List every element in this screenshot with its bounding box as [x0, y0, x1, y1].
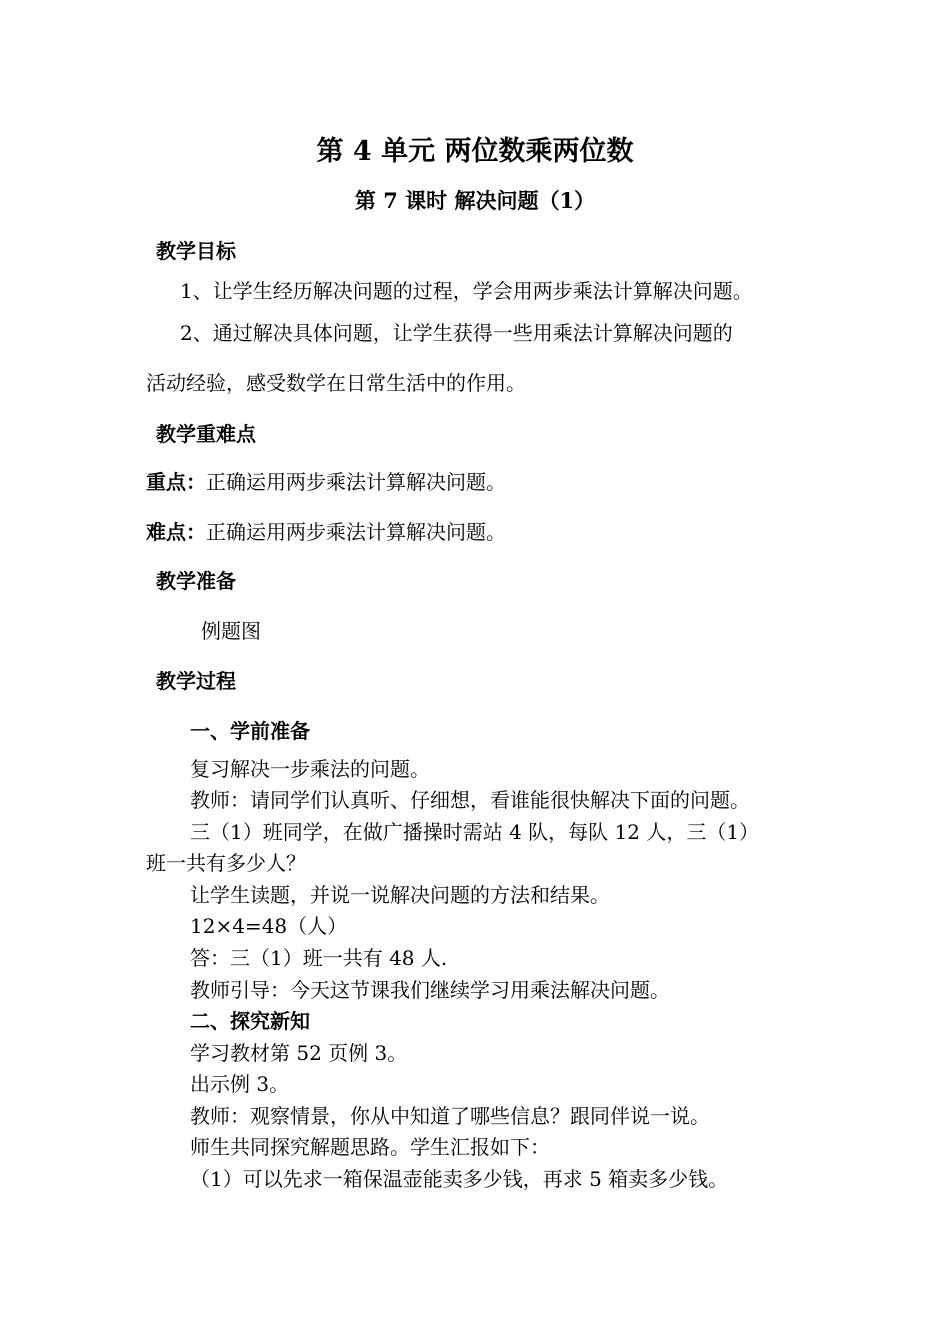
section-1-line: 班一共有多少人？: [146, 851, 306, 875]
hard-point-label: 难点：: [146, 520, 206, 544]
section-2-line: 出示例 3。: [190, 1072, 290, 1096]
lesson-subtitle: 第 7 课时 解决问题（1）: [354, 188, 596, 213]
hard-point-text: 正确运用两步乘法计算解决问题。: [206, 520, 506, 544]
goal-item-2-line-1: 2、通过解决具体问题，让学生获得一些用乘法计算解决问题的: [180, 321, 733, 345]
section-2-heading: 二、探究新知: [190, 1009, 310, 1033]
section-2-line: 师生共同探究解题思路。学生汇报如下：: [190, 1135, 550, 1159]
goal-item-2-line-2: 活动经验，感受数学在日常生活中的作用。: [146, 371, 526, 395]
section-1-line: 12×4=48（人）: [190, 914, 348, 938]
key-point: [146, 470, 506, 494]
goal-item-1: 1、让学生经历解决问题的过程，学会用两步乘法计算解决问题。: [180, 279, 753, 303]
section-1-line: 三（1）班同学，在做广播操时需站 4 队，每队 12 人，三（1）: [190, 820, 760, 844]
hard-point: [146, 520, 506, 544]
section-1-line: 答：三（1）班一共有 48 人.: [190, 946, 448, 970]
goals-heading: 教学目标: [156, 239, 236, 263]
section-1-line: 让学生读题，并说一说解决问题的方法和结果。: [190, 883, 610, 907]
section-1-line: 教师：请同学们认真听、仔细想，看谁能很快解决下面的问题。: [190, 788, 750, 812]
section-1-heading: 一、学前准备: [190, 719, 310, 743]
keypoints-heading: 教学重难点: [156, 422, 256, 446]
process-heading: 教学过程: [156, 669, 236, 693]
key-point-text: 正确运用两步乘法计算解决问题。: [206, 470, 506, 494]
section-2-line: 教师：观察情景，你从中知道了哪些信息？跟同伴说一说。: [190, 1104, 710, 1128]
section-1-line: 复习解决一步乘法的问题。: [190, 757, 430, 781]
key-point-label: 重点：: [146, 470, 206, 494]
section-2-line: 学习教材第 52 页例 3。: [190, 1041, 408, 1065]
document-title: 第 4 单元 两位数乘两位数: [316, 136, 634, 167]
section-2-line: （1）可以先求一箱保温壶能卖多少钱，再求 5 箱卖多少钱。: [190, 1167, 729, 1191]
section-1-line: 教师引导：今天这节课我们继续学习用乘法解决问题。: [190, 978, 670, 1002]
preparation-heading: 教学准备: [156, 569, 236, 593]
preparation-text: 例题图: [201, 619, 261, 643]
